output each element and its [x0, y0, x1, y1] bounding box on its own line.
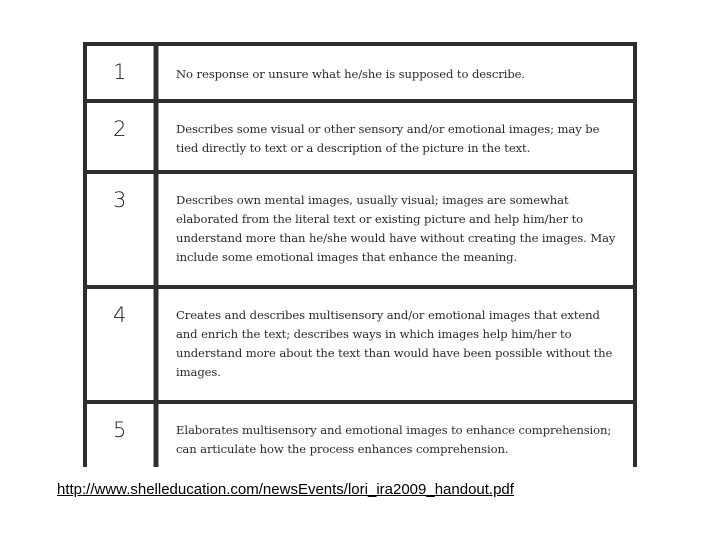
score-cell: [87, 103, 154, 170]
score-number: 4: [113, 303, 127, 327]
score-number: 2: [113, 117, 127, 141]
description-cell: Creates and describes multisensory and/or emotional images that extend and enrich the text; describes ways in which images help him/her to understand more about the text than would have been possible without the images.: [158, 289, 633, 400]
description-cell: Elaborates multisensory and emotional images to enhance comprehension; can articulate how the process enhances comprehension.: [158, 404, 633, 467]
rubric-row: [87, 174, 633, 285]
description-cell: No response or unsure what he/she is supposed to describe.: [158, 46, 633, 99]
score-cell: [87, 174, 154, 285]
score-cell: [87, 404, 154, 467]
rubric-row: [87, 404, 633, 467]
rubric-row: [87, 103, 633, 170]
rubric-table: [83, 42, 637, 467]
description-cell: Describes own mental images, usually visual; images are somewhat elaborated from the literal text or existing picture and help him/her to understand more than he/she would have without creating the images. May include some emotional images that enhance the meaning.: [158, 174, 633, 285]
description-cell: Describes some visual or other sensory and/or emotional images; may be tied directly to text or a description of the picture in the text.: [158, 103, 633, 170]
score-cell: [87, 46, 154, 99]
score-number: 1: [113, 60, 127, 84]
rubric-row: [87, 46, 633, 99]
score-number: 5: [113, 418, 127, 442]
source-link[interactable]: http://www.shelleducation.com/newsEvents/lori_ira2009_handout.pdf: [57, 481, 514, 498]
rubric-row: [87, 289, 633, 400]
score-number: 3: [113, 188, 127, 212]
score-cell: [87, 289, 154, 400]
